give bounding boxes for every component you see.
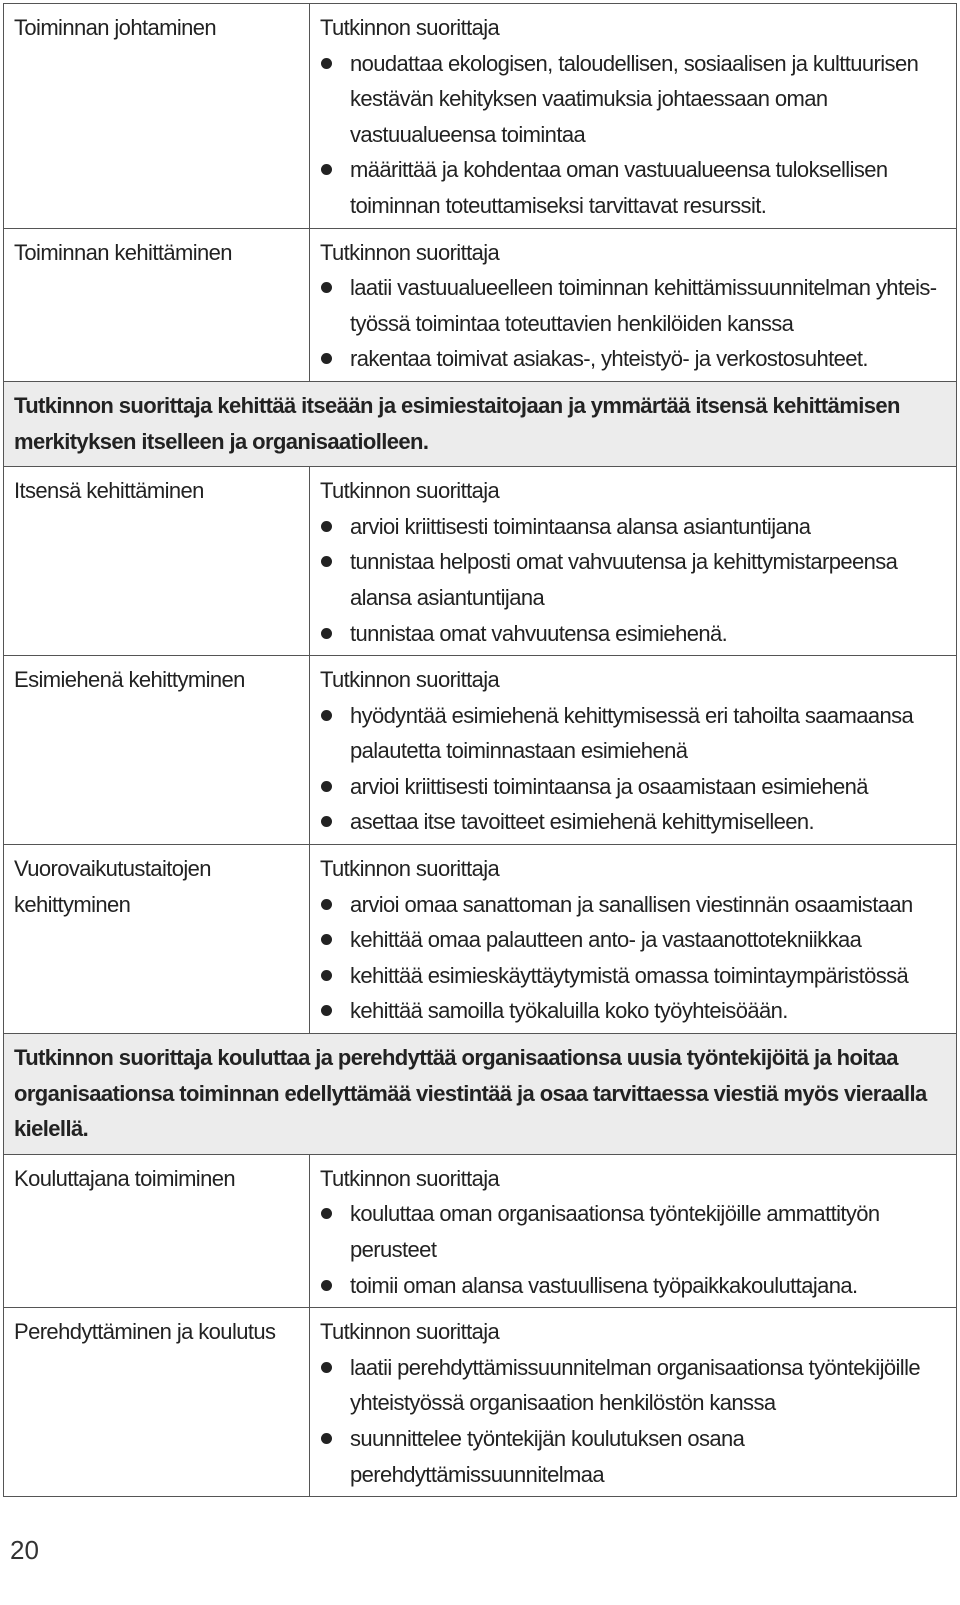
bullet-list	[320, 46, 946, 224]
competence-title: Toiminnan johtaminen	[4, 4, 310, 229]
bullet-list	[320, 270, 946, 377]
bullet-item: kehittää omaa palautteen anto- ja vastaanottotekniikkaa	[320, 922, 946, 958]
competence-description	[310, 1154, 957, 1307]
description-intro: Tutkinnon suorittaja	[320, 239, 500, 265]
competence-title: Perehdyttäminen ja koulutus	[4, 1308, 310, 1497]
criterion-text: Tutkinnon suorittaja kehittää itseään ja esimiestaitojaan ja ymmärtää itsensä kehittämisen merkityksen itselleen ja organisaatiolleen.	[4, 381, 957, 466]
competence-row	[4, 4, 957, 229]
bullet-item: tunnistaa helposti omat vahvuutensa ja kehittymistarpeensa alansa asiantuntijana	[320, 544, 946, 615]
competence-title: Esimiehenä kehittyminen	[4, 656, 310, 845]
bullet-item: laatii perehdyttämissuunnitelman organisaationsa työntekijöille yhteistyössä organisaation henkilöstön kanssa	[320, 1350, 946, 1421]
description-intro: Tutkinnon suorittaja	[320, 667, 500, 693]
page-number: 20	[10, 1535, 39, 1565]
bullet-item: arvioi kriittisesti toimintaansa alansa asiantuntijana	[320, 509, 946, 545]
bullet-list	[320, 698, 946, 840]
competence-description	[310, 656, 957, 845]
bullet-list	[320, 509, 946, 651]
competence-row	[4, 656, 957, 845]
criterion-row	[4, 381, 957, 466]
competence-table	[3, 3, 957, 1497]
bullet-item: rakentaa toimivat asiakas-, yhteistyö- ja verkostosuhteet.	[320, 341, 946, 377]
bullet-item: laatii vastuualueelleen toiminnan kehittämissuunnitelman yhteistyössä toimintaa toteuttavien henkilöiden kanssa	[320, 270, 946, 341]
competence-description	[310, 845, 957, 1034]
bullet-list	[320, 887, 946, 1029]
description-intro: Tutkinnon suorittaja	[320, 1319, 500, 1345]
description-intro: Tutkinnon suorittaja	[320, 1165, 500, 1191]
competence-description	[310, 228, 957, 381]
bullet-item: hyödyntää esimiehenä kehittymisessä eri tahoilta saamaansa palautetta toiminnastaan esimiehenä	[320, 698, 946, 769]
bullet-item: arvioi kriittisesti toimintaansa ja osaamistaan esimiehenä	[320, 769, 946, 805]
bullet-item: arvioi omaa sanattoman ja sanallisen viestinnän osaamistaan	[320, 887, 946, 923]
bullet-item: toimii oman alansa vastuullisena työpaikkakouluttajana.	[320, 1268, 946, 1304]
competence-row	[4, 228, 957, 381]
bullet-item: kehittää samoilla työkaluilla koko työyhteisöään.	[320, 993, 946, 1029]
competence-title: Toiminnan kehittäminen	[4, 228, 310, 381]
bullet-list	[320, 1350, 946, 1492]
bullet-item: tunnistaa omat vahvuutensa esimiehenä.	[320, 616, 946, 652]
bullet-item: kouluttaa oman organisaationsa työntekijöille ammattityön perusteet	[320, 1196, 946, 1267]
criterion-row	[4, 1034, 957, 1155]
bullet-item: suunnittelee työntekijän koulutuksen osana perehdyttämissuunnitelmaa	[320, 1421, 946, 1492]
bullet-item: määrittää ja kohdentaa oman vastuualueensa tuloksellisen toiminnan toteuttamiseksi tarvittavat resurssit.	[320, 152, 946, 223]
description-intro: Tutkinnon suorittaja	[320, 478, 500, 504]
competence-description	[310, 467, 957, 656]
competence-description	[310, 1308, 957, 1497]
description-intro: Tutkinnon suorittaja	[320, 856, 500, 882]
competence-title: Kouluttajana toimiminen	[4, 1154, 310, 1307]
competence-row	[4, 845, 957, 1034]
competence-row	[4, 1154, 957, 1307]
bullet-list	[320, 1196, 946, 1303]
description-intro: Tutkinnon suorittaja	[320, 15, 500, 40]
competence-description	[310, 4, 957, 229]
bullet-item: kehittää esimieskäyttäytymistä omassa toimintaympäristössä	[320, 958, 946, 994]
competence-title: Itsensä kehittäminen	[4, 467, 310, 656]
criterion-text: Tutkinnon suorittaja kouluttaa ja perehdyttää organisaationsa uusia työntekijöitä ja hoitaa organisaationsa toiminnan edellyttämää viestintää ja osaa tarvittaessa viestiä myös vieraalla kielellä.	[4, 1034, 957, 1155]
competence-row	[4, 1308, 957, 1497]
bullet-item: asettaa itse tavoitteet esimiehenä kehittymiselleen.	[320, 804, 946, 840]
competence-row	[4, 467, 957, 656]
competence-title: Vuorovaikutustaitojen kehittyminen	[4, 845, 310, 1034]
bullet-item: noudattaa ekologisen, taloudellisen, sosiaalisen ja kulttuurisen kestävän kehityksen vaatimuksia johtaessaan oman vastuualueensa toimintaa	[320, 46, 946, 153]
